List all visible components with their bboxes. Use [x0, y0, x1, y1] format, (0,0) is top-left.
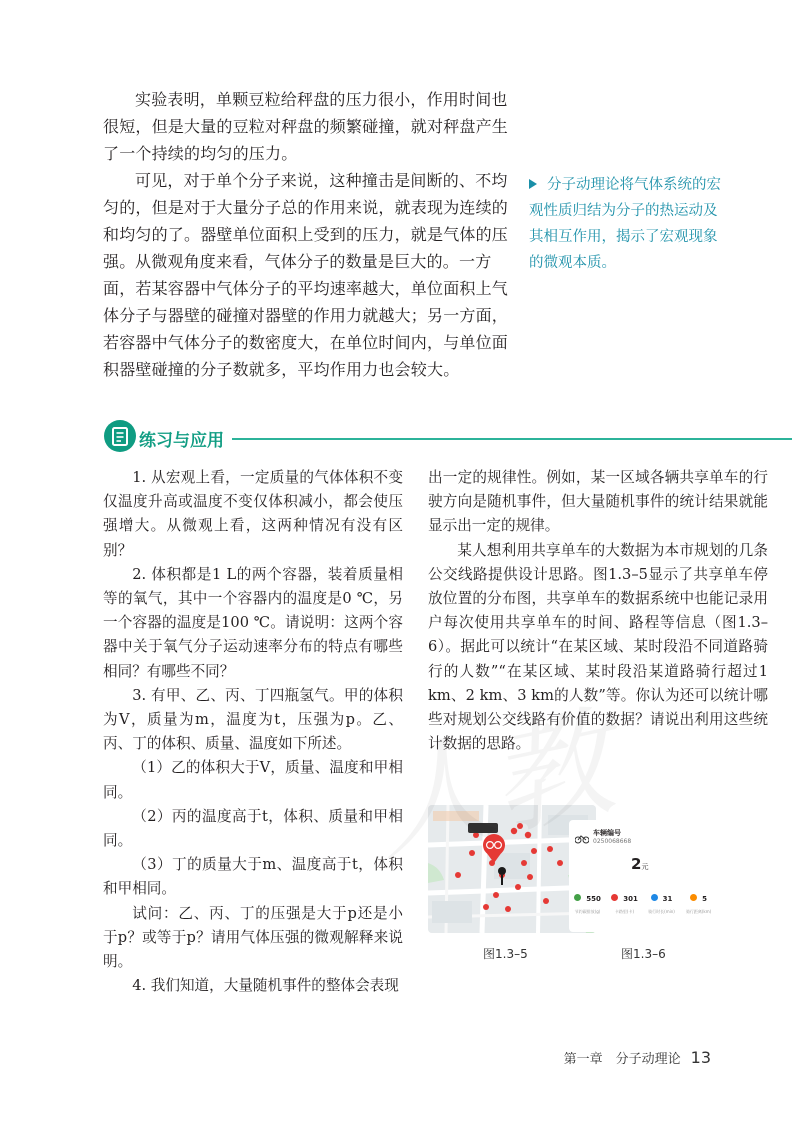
intro-paragraph-1: 实验表明，单颗豆粒给秤盘的压力很小，作用时间也很短，但是大量的豆粒对秤盘的频繁碰撞，就对秤盘产生了一个持续的均匀的压力。: [103, 90, 509, 163]
exercise-3-item-3: （3）丁的质量大于m、温度高于t，体积和甲相同。: [103, 856, 403, 898]
stat-label: 骑行时长(min): [648, 909, 675, 914]
intro-paragraph-3: 从微观角度来看，气体分子的数量是巨大的。一方面，若某容器中气体分子的平均速率越大，单位面积上气体分子与器壁的碰撞对器壁的作用力就越大；另一方面，若容器中气体分子的数密度大，在单位时间内，与单位面积器壁碰撞的分子数就多，平均作用力也会较大。: [103, 252, 509, 379]
exercise-4-start: 4. 我们知道，大量随机事件的整体会表现: [132, 977, 399, 995]
page-footer: [564, 1048, 711, 1067]
exercise-3-item-2: （2）丙的温度高于t，体积、质量和甲相同。: [103, 807, 403, 850]
exercise-3-question: 试问：乙、丙、丁的压强是大于p还是小于p？或等于p？请用气体压强的微观解释来说明。: [103, 904, 403, 971]
exercise-4-paragraph-2: 某人想利用共享单车的大数据为本市规划的几条公交线路提供设计思路。图1.3–5显示了共享单车停放位置的分布图，共享单车的数据系统中也能记录用户每次使用共享单车的时间、路程等信息（图1.3–6）。据此可以统计“在某区域、某时段沿不同道路骑行的人数”“在某区域、某时段沿某道路骑行超过1 km、2 km、3 km的人数”等。你认为还可以统计哪些对规划公交线路有价值的数据？请说出利用这些统计数据的思路。: [428, 541, 768, 753]
route-icon: [690, 894, 697, 901]
exercise-3: 3. 有甲、乙、丙、丁四瓶氢气。甲的体积为V，质量为m，温度为t，压强为p。乙、丙、丁的体积、质量、温度如下所述。: [103, 686, 403, 753]
stat-duration: [643, 886, 680, 915]
leaf-icon: [574, 894, 581, 901]
stat-label: 骑行距离(km): [685, 909, 712, 914]
figure-2-caption: 图1.3–6: [621, 947, 666, 961]
side-note: [529, 172, 725, 276]
section-header: [104, 420, 792, 460]
ride-price: [631, 854, 648, 873]
figure-1-caption: 图1.3–5: [483, 947, 528, 961]
stat-distance: [680, 886, 717, 915]
stat-value: 301: [623, 895, 638, 903]
flame-icon: [611, 894, 618, 901]
chapter-label: 第一章 分子动理论: [563, 1052, 681, 1067]
stat-value: 31: [662, 895, 673, 903]
exercise-1: 1. 从宏观上看，一定质量的气体体积不变仅温度升高或温度不变仅体积减小，都会使压强增大。从微观上看，这两种情况有没有区别？: [103, 469, 403, 559]
stat-calorie: [606, 886, 643, 915]
ride-stats: [569, 886, 719, 916]
clock-icon: [651, 894, 658, 901]
side-note-text: 分子动理论将气体系统的宏观性质归结为分子的热运动及其相互作用，揭示了宏观现象的微观本质。: [529, 177, 721, 271]
triangle-marker-icon: [529, 179, 537, 189]
vehicle-title: 车辆编号: [593, 829, 621, 837]
stat-carbon: [569, 886, 606, 915]
page-number: 13: [690, 1048, 711, 1067]
price-unit: 元: [641, 863, 649, 871]
exercise-2: 2. 体积都是1 L的两个容器，装着质量相等的氧气，其中一个容器内的温度是0 ℃，另一个容器的温度是100 ℃。请说明：这两个容器中关于氧气分子运动速率分布的特点有哪些相同？有哪些不同？: [103, 565, 403, 680]
price-value: 2: [631, 855, 642, 873]
section-title: 练习与应用: [139, 431, 224, 451]
exercise-3-item-1: （1）乙的体积大于V，质量、温度和甲相同。: [103, 759, 403, 801]
stat-label: 节约碳排放(g): [574, 909, 601, 914]
vehicle-id: 0250068668: [593, 838, 632, 845]
stat-label: 卡路里(卡): [614, 909, 635, 914]
stat-value: 5: [702, 895, 707, 903]
section-divider: [232, 438, 792, 440]
exercise-4-continued: 出一定的规律性。例如，某一区域各辆共享单车的行驶方向是随机事件，但大量随机事件的统计结果就能显示出一定的规律。: [428, 469, 768, 535]
stat-value: 550: [586, 895, 601, 903]
intro-paragraph-2: 可见，对于单个分子来说，这种撞击是间断的、不均匀的，但是对于大量分子总的作用来说，就表现为连续的和均匀的了。器壁单位面积上受到的压力，就是气体的压强。: [103, 171, 509, 271]
exercise-notebook-icon: [104, 420, 136, 452]
